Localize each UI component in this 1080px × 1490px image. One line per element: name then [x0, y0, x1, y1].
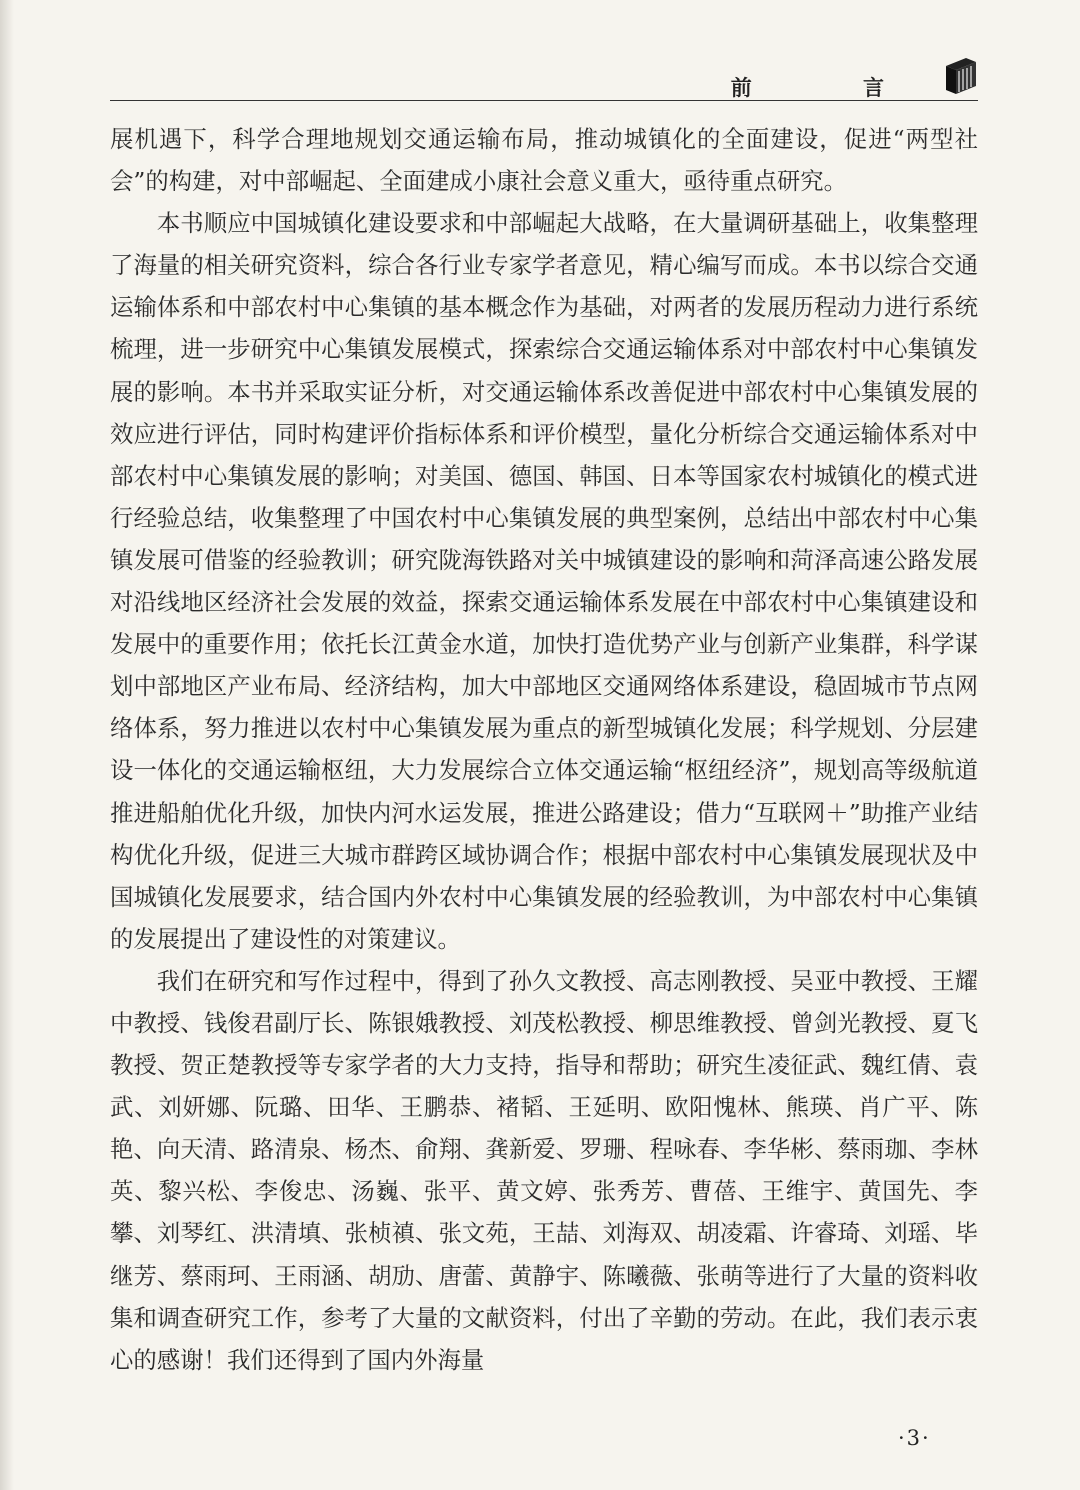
- running-header: [110, 62, 978, 101]
- paragraph-acknowledgements: 我们在研究和写作过程中，得到了孙久文教授、高志刚教授、吴亚中教授、王耀中教授、钱俊君副厅长、陈银娥教授、刘茂松教授、柳思维教授、曾剑光教授、夏飞教授、贺正楚教授等专家学者的大力支持，指导和帮助；研究生凌征武、魏红倩、袁武、刘妍娜、阮璐、田华、王鹏恭、褚韬、王延明、欧阳愧林、熊瑛、肖广平、陈艳、向天清、路清泉、杨杰、俞翔、龚新爱、罗珊、程咏春、李华彬、蔡雨珈、李林英、黎兴松、李俊忠、汤巍、张平、黄文婷、张秀芳、曹蓓、王维宇、黄国先、李攀、刘琴红、洪清填、张桢禛、张文苑，王喆、刘海双、胡凌霜、许睿琦、刘瑶、毕继芳、蔡雨珂、王雨涵、胡劢、唐蕾、黄静宇、陈曦薇、张萌等进行了大量的资料收集和调查研究工作，参考了大量的文献资料，付出了辛勤的劳动。在此，我们表示衷心的感谢！我们还得到了国内外海量: [110, 966, 978, 1374]
- book-icon: [944, 56, 978, 96]
- header-title: 前 言: [730, 76, 936, 100]
- page-number: ·3·: [898, 1426, 931, 1450]
- paragraph-book-summary: 本书顺应中国城镇化建设要求和中部崛起大战略，在大量调研基础上，收集整理了海量的相关研究资料，综合各行业专家学者意见，精心编写而成。本书以综合交通运输体系和中部农村中心集镇的基本概念作为基础，对两者的发展历程动力进行系统梳理，进一步研究中心集镇发展模式，探索综合交通运输体系对中部农村中心集镇发展的影响。本书并采取实证分析，对交通运输体系改善促进中部农村中心集镇发展的效应进行评估，同时构建评价指标体系和评价模型，量化分析综合交通运输体系对中部农村中心集镇发展的影响；对美国、德国、韩国、日本等国家农村城镇化的模式进行经验总结，收集整理了中国农村中心集镇发展的典型案例，总结出中部农村中心集镇发展可借鉴的经验教训；研究陇海铁路对关中城镇建设的影响和菏泽高速公路发展对沿线地区经济社会发展的效益，探索交通运输体系发展在中部农村中心集镇建设和发展中的重要作用；依托长江黄金水道，加快打造优势产业与创新产业集群，科学谋划中部地区产业布局、经济结构，加大中部地区交通网络体系建设，稳固城市节点网络体系，努力推进以农村中心集镇发展为重点的新型城镇化发展；科学规划、分层建设一体化的交通运输枢纽，大力发展综合立体交通运输“枢纽经济”，规划高等级航道推进船舶优化升级，加快内河水运发展，推进公路建设；借力“互联网＋”助推产业结构优化升级，促进三大城市群跨区域协调合作；根据中部农村中心集镇发展现状及中国城镇化发展要求，结合国内外农村中心集镇发展的经验教训，为中部农村中心集镇的发展提出了建设性的对策建议。: [110, 209, 978, 953]
- paragraph-continuation: 展机遇下，科学合理地规划交通运输布局，推动城镇化的全面建设，促进“两型社会”的构建，对中部崛起、全面建成小康社会意义重大，亟待重点研究。: [110, 125, 978, 196]
- body-text: [110, 118, 978, 1381]
- spine-shadow: [0, 0, 14, 1490]
